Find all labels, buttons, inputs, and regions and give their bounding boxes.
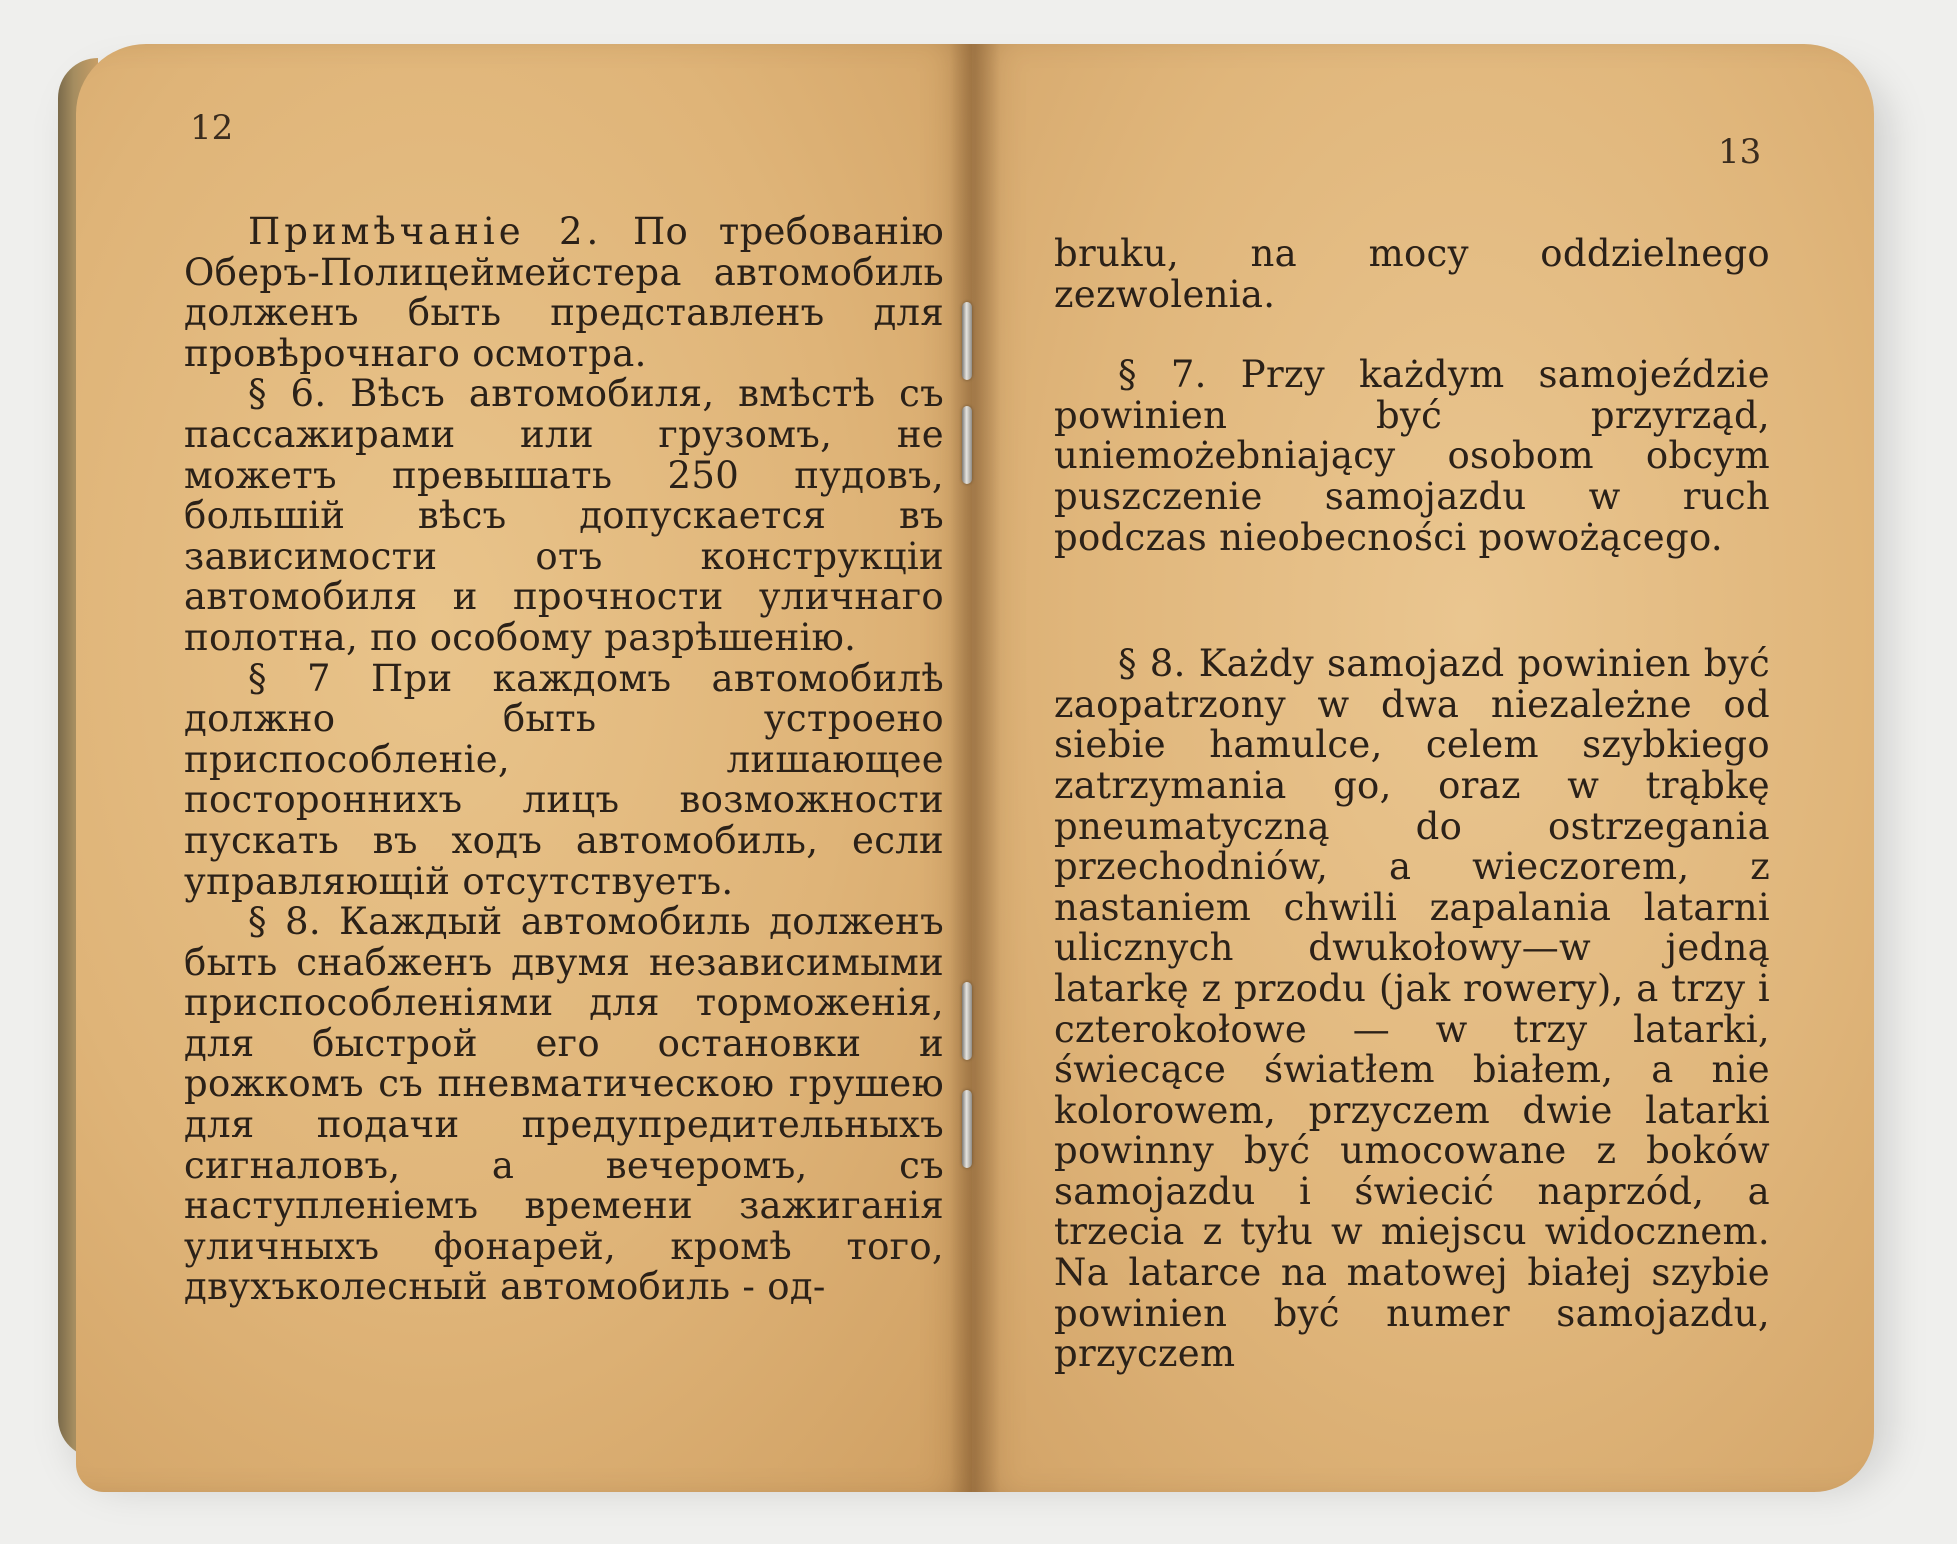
book-gutter <box>950 44 1000 1492</box>
paragraph-7-ru: § 7 При каждомъ автомобилѣ должно быть устроено приспособленіе, лишающее постороннихъ лицъ возможности пускать въ ходъ автомобиль, если управляющій отсутствуетъ. <box>184 656 944 903</box>
right-page-text <box>1054 234 1770 1375</box>
right-page <box>972 44 1874 1492</box>
note-label: Примѣчаніе 2. <box>248 210 603 253</box>
paragraph-8-ru: § 8. Каждый автомобиль долженъ быть снабженъ двумя независимыми приспособленіями для торможенія, для быстрой его остановки и рожкомъ съ пневматическою грушею для подачи предупредительныхъ сигналовъ, а вечеромъ, съ наступленіемъ времени зажиганія уличныхъ фонарей, кромѣ того, двухъколесный автомобиль - од- <box>184 900 944 1309</box>
paragraph-8-pl: § 8. Każdy samojazd powinien być zaopatrzony w dwa niezależne od siebie hamulce, celem szybkiego zatrzymania go, oraz w trąbkę pneumatyczną do ostrzegania przechodniów, a wieczorem, z nastaniem chwili zapalania latarni ulicznych dwukołowy—w jedną latarkę z przodu (jak rowery), a trzy i czterokołowe — w trzy latarki, świecące światłem białem, a nie kolorowem, przyczem dwie latarki powinny być umocowane z boków samojazdu i świecić naprzód, a trzecia z tyłu w miejscu widocznem. Na latarce na matowej białej szybie powinien być numer samojazdu, przyczem <box>1054 642 1770 1376</box>
page-number-left: 12 <box>190 108 234 148</box>
continuation-text: bruku, na mocy oddzielnego zezwolenia. <box>1054 232 1770 316</box>
staple-top-1 <box>962 302 972 380</box>
note-paragraph <box>184 212 944 374</box>
staple-top-2 <box>962 406 972 484</box>
paragraph-6-ru: § 6. Вѣсъ автомобиля, вмѣстѣ съ пассажирами или грузомъ, не можетъ превышать 250 пудовъ, большій вѣсъ допускается въ зависимости отъ конструкціи автомобиля и прочности уличнаго полотна, по особому разрѣшенію. <box>184 372 944 659</box>
page-number-right: 13 <box>1718 132 1762 172</box>
left-page <box>76 44 974 1492</box>
note-text: По требованію Оберъ-Полицеймейстера автомобиль долженъ быть представленъ для провѣрочнаго осмотра. <box>184 210 945 375</box>
staple-bottom-2 <box>962 1090 972 1168</box>
staple-bottom-1 <box>962 982 972 1060</box>
paragraph-7-pl: § 7. Przy każdym samojeździe powinien być przyrząd, uniemożebniający osobom obcym puszczenie samojazdu w ruch podczas nieobecności powożącego. <box>1054 353 1770 559</box>
left-page-text <box>184 212 944 1308</box>
